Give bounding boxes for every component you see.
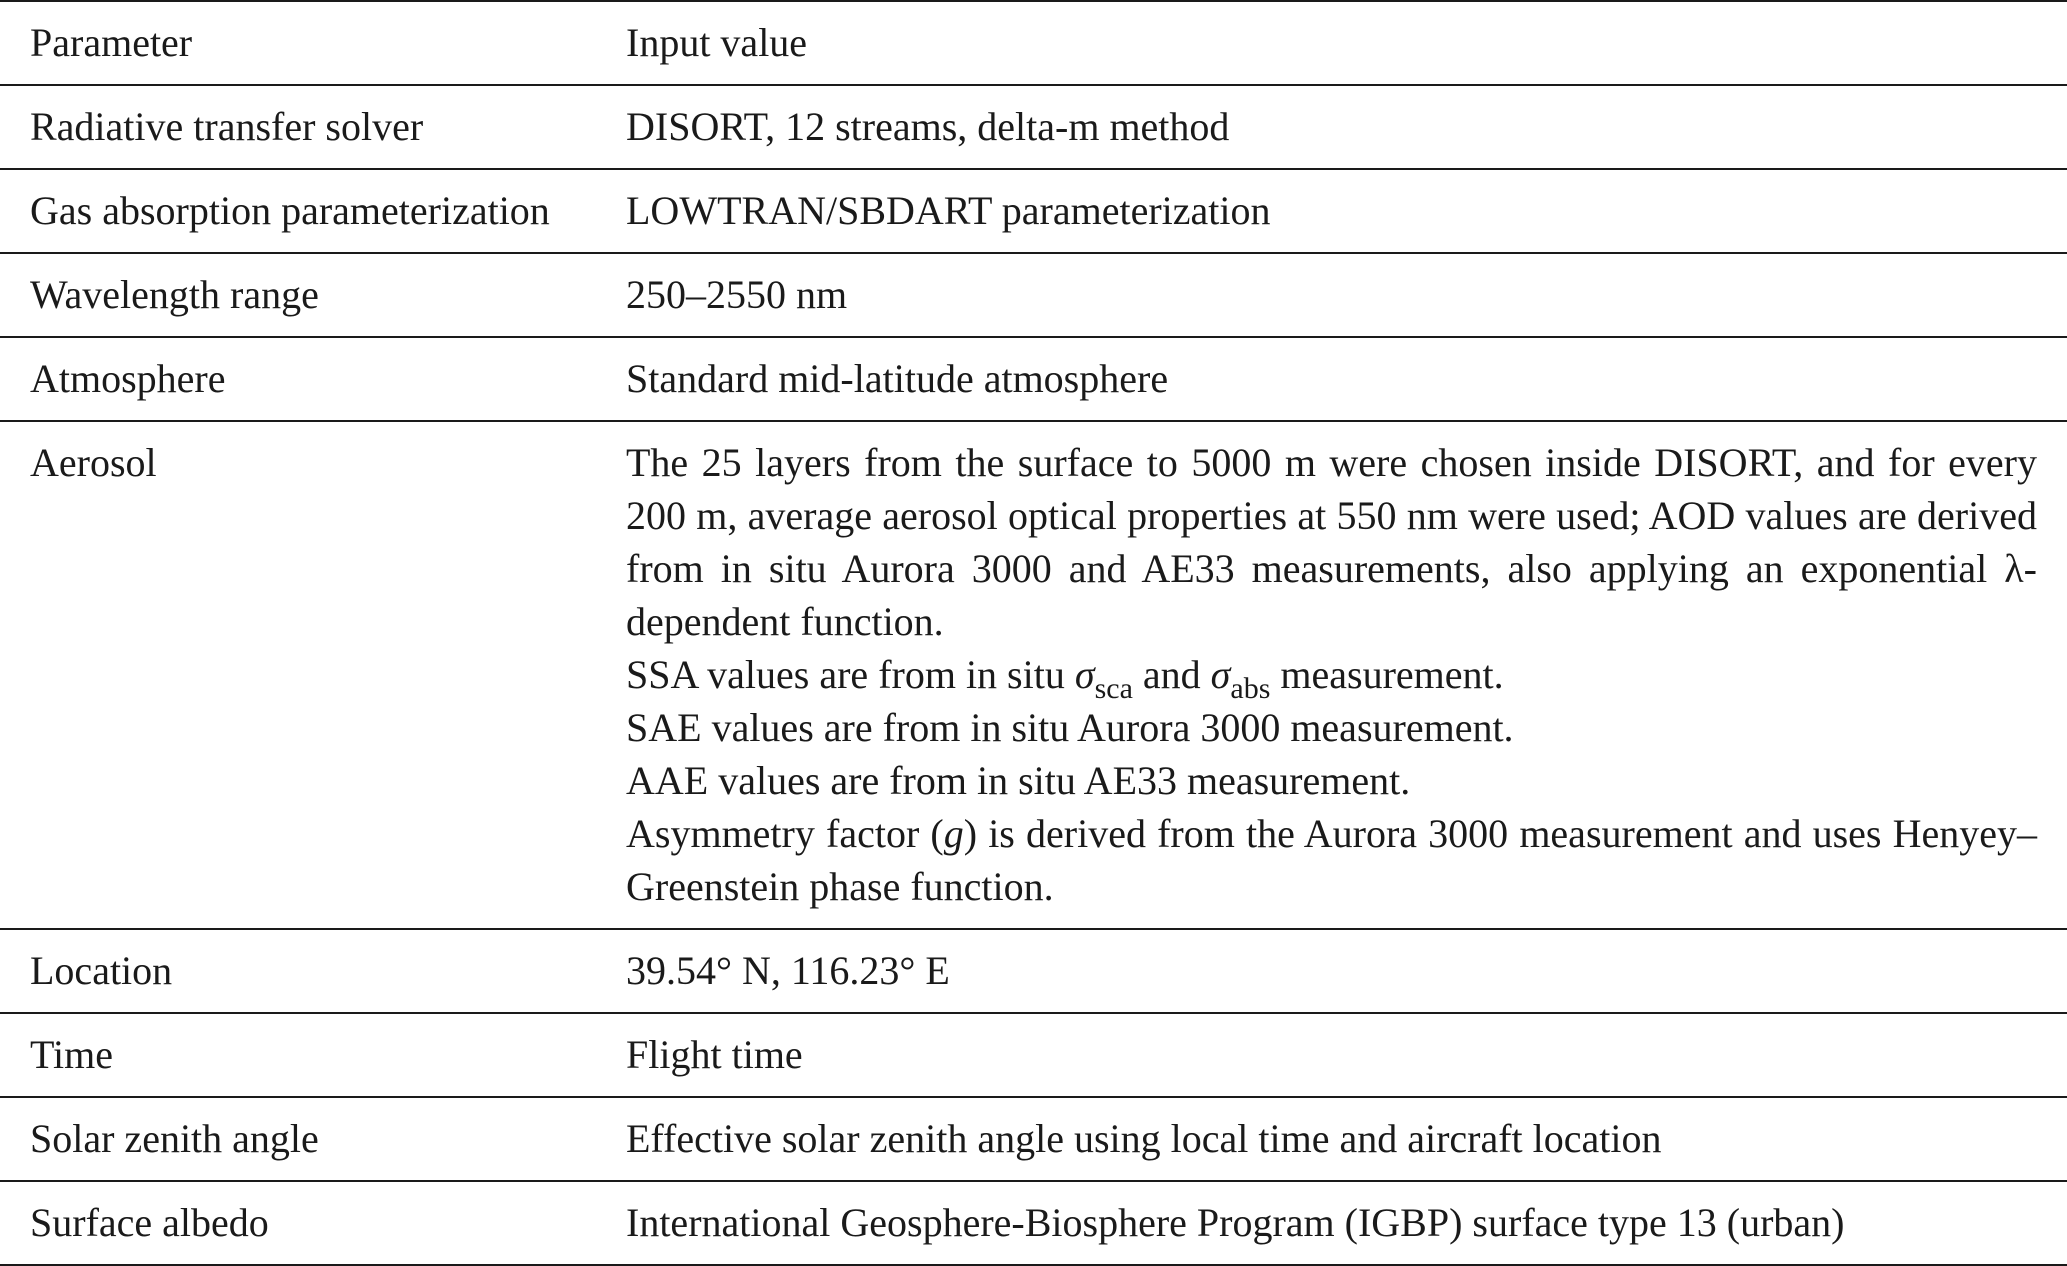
- aerosol-ssa-text: [626, 648, 2037, 705]
- row-param: Surface albedo: [0, 1181, 626, 1265]
- row-value: LOWTRAN/SBDART parameterization: [626, 169, 2067, 253]
- row-param: Location: [0, 929, 626, 1013]
- row-param: Time: [0, 1013, 626, 1097]
- row-value: Effective solar zenith angle using local time and aircraft location: [626, 1097, 2067, 1181]
- row-value: Standard mid-latitude atmosphere: [626, 337, 2067, 421]
- table-row: [0, 85, 2067, 169]
- and-text: and: [1132, 652, 1211, 697]
- sigma-symbol: σ: [1210, 652, 1231, 697]
- table-row: [0, 1097, 2067, 1181]
- aerosol-layers-text: The 25 layers from the surface to 5000 m were chosen inside DISORT, and for every 200 m, average aerosol optical properties at 550 nm were used; AOD values are derived from in situ Aurora 3000 and AE33 measurements, also applying an exponential λ-dependent function.: [626, 440, 2037, 644]
- row-param: Radiative transfer solver: [0, 85, 626, 169]
- table-row-aerosol: [0, 421, 2067, 929]
- row-value: Flight time: [626, 1013, 2067, 1097]
- table-row: [0, 253, 2067, 337]
- row-param: Aerosol: [0, 421, 626, 929]
- table-header-row: [0, 1, 2067, 85]
- subscript-abs: abs: [1230, 672, 1271, 705]
- row-value: International Geosphere-Biosphere Program (IGBP) surface type 13 (urban): [626, 1181, 2067, 1265]
- aerosol-value: [626, 421, 2067, 929]
- table-row: [0, 929, 2067, 1013]
- table-row: [0, 169, 2067, 253]
- ssa-post: measurement.: [1270, 652, 1504, 697]
- table-row: [0, 337, 2067, 421]
- row-param: Wavelength range: [0, 253, 626, 337]
- row-value: DISORT, 12 streams, delta-m method: [626, 85, 2067, 169]
- row-param: Solar zenith angle: [0, 1097, 626, 1181]
- subscript-sca: sca: [1094, 672, 1133, 705]
- row-value: 39.54° N, 116.23° E: [626, 929, 2067, 1013]
- row-value: 250–2550 nm: [626, 253, 2067, 337]
- row-param: Gas absorption parameterization: [0, 169, 626, 253]
- header-parameter: Parameter: [0, 1, 626, 85]
- table-row: [0, 1181, 2067, 1265]
- aerosol-asymmetry-text: [626, 807, 2037, 913]
- header-input-value: Input value: [626, 1, 2067, 85]
- ssa-pre: SSA values are from in situ: [626, 652, 1075, 697]
- sigma-symbol: σ: [1074, 652, 1095, 697]
- asym-post: ) is derived from the Aurora 3000 measurement and uses Henyey–Greenstein phase function.: [626, 811, 2038, 909]
- aerosol-sae-text: SAE values are from in situ Aurora 3000 measurement.: [626, 705, 1514, 750]
- table-row: [0, 1013, 2067, 1097]
- row-param: Atmosphere: [0, 337, 626, 421]
- g-symbol: g: [943, 811, 964, 856]
- asym-pre: Asymmetry factor (: [626, 811, 944, 856]
- aerosol-aae-text: AAE values are from in situ AE33 measurement.: [626, 758, 1411, 803]
